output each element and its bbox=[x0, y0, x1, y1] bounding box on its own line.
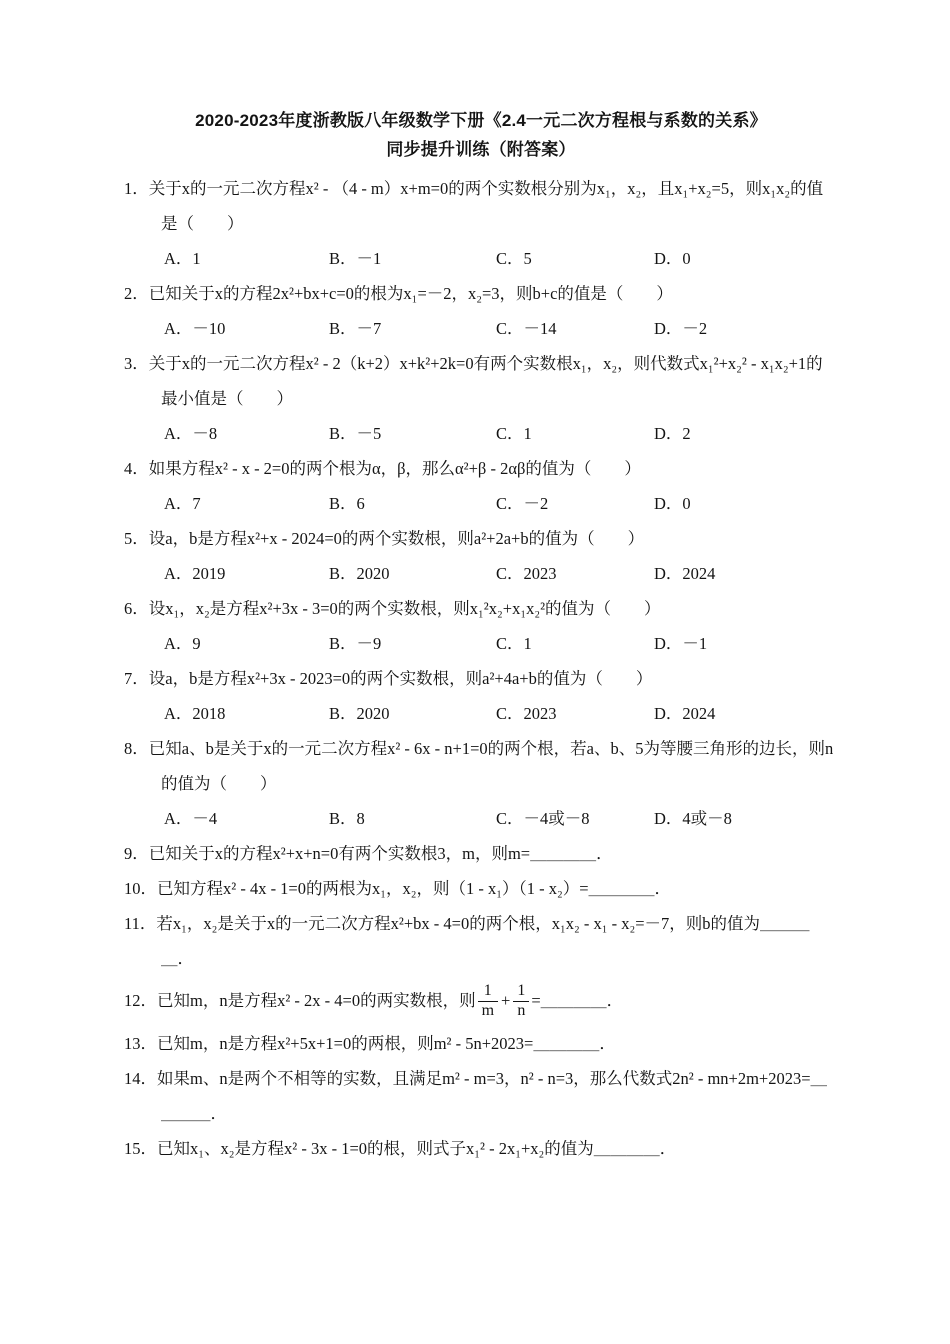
fraction-denominator: n bbox=[517, 1001, 526, 1019]
question-options bbox=[124, 486, 838, 521]
option-a: A．7 bbox=[164, 494, 201, 513]
option-b: B．2020 bbox=[329, 704, 390, 723]
question-body: 设a，b是方程x²+x - 2024=0的两个实数根，则a²+2a+b的值为（ ） bbox=[148, 529, 645, 548]
option-d: D．0 bbox=[654, 494, 691, 513]
question-text bbox=[124, 661, 838, 696]
question-text bbox=[124, 171, 838, 241]
option-b: B．－7 bbox=[329, 319, 382, 338]
option-d: D．－1 bbox=[654, 634, 708, 653]
option-b: B．6 bbox=[329, 494, 365, 513]
option-a: A．1 bbox=[164, 249, 201, 268]
question-text bbox=[124, 451, 838, 486]
option-a: A．2019 bbox=[164, 564, 226, 583]
option-b: B．－5 bbox=[329, 424, 382, 443]
option-c: C．－2 bbox=[496, 494, 549, 513]
question-options bbox=[124, 241, 838, 276]
question-text bbox=[124, 346, 838, 416]
question-body: 关于x的一元二次方程x² - （4 - m）x+m=0的两个实数根分别为x₁，x₂，且x₁+x₂=5，则x₁x₂的值是（ ） bbox=[148, 179, 824, 233]
question-number: 7． bbox=[124, 669, 149, 688]
question-text bbox=[124, 836, 838, 871]
option-d: D．2024 bbox=[654, 564, 716, 583]
plus-sign: + bbox=[501, 991, 511, 1010]
question-number: 15． bbox=[124, 1139, 157, 1158]
question-body: 设x₁，x₂是方程x²+3x - 3=0的两个实数根，则x₁²x₂+x₁x₂²的值为（ ） bbox=[148, 599, 661, 618]
question-5 bbox=[124, 521, 838, 591]
question-body-before-fraction: 已知m，n是方程x² - 2x - 4=0的两实数根，则 bbox=[157, 991, 476, 1010]
fraction-numerator: 1 bbox=[513, 983, 529, 1002]
question-number: 13． bbox=[124, 1034, 157, 1053]
fraction-denominator: m bbox=[481, 1001, 495, 1019]
question-text bbox=[124, 1061, 838, 1131]
option-a: A．－4 bbox=[164, 809, 218, 828]
option-c: C．2023 bbox=[496, 704, 557, 723]
question-options bbox=[124, 556, 838, 591]
option-b: B．8 bbox=[329, 809, 365, 828]
question-body-after-fraction: =＿＿＿＿． bbox=[531, 991, 624, 1010]
option-b: B．－1 bbox=[329, 249, 382, 268]
question-text bbox=[124, 1026, 838, 1061]
question-text bbox=[124, 731, 838, 801]
question-number: 5． bbox=[124, 529, 149, 548]
option-d: D．2024 bbox=[654, 704, 716, 723]
question-14 bbox=[124, 1061, 838, 1131]
question-options bbox=[124, 801, 838, 836]
question-number: 8． bbox=[124, 739, 149, 758]
option-a: A．－10 bbox=[164, 319, 226, 338]
question-number: 10． bbox=[124, 879, 157, 898]
option-b: B．2020 bbox=[329, 564, 390, 583]
fraction-one-over-m bbox=[478, 983, 498, 1020]
option-d: D．－2 bbox=[654, 319, 708, 338]
option-c: C．－14 bbox=[496, 319, 557, 338]
question-list bbox=[124, 171, 838, 1166]
question-12 bbox=[124, 976, 838, 1026]
question-options bbox=[124, 626, 838, 661]
question-options bbox=[124, 696, 838, 731]
option-c: C．2023 bbox=[496, 564, 557, 583]
question-2 bbox=[124, 276, 838, 346]
option-c: C．1 bbox=[496, 424, 532, 443]
question-text bbox=[124, 276, 838, 311]
question-body: 设a，b是方程x²+3x - 2023=0的两个实数根，则a²+4a+b的值为（ ） bbox=[148, 669, 653, 688]
question-body: 已知a、b是关于x的一元二次方程x² - 6x - n+1=0的两个根，若a、b、5为等腰三角形的边长，则n的值为（ ） bbox=[148, 739, 834, 793]
question-10 bbox=[124, 871, 838, 906]
question-body: 已知关于x的方程x²+x+n=0有两个实数根3，m，则m=＿＿＿＿． bbox=[148, 844, 613, 863]
fraction-one-over-n bbox=[513, 983, 529, 1020]
document-title-line-2: 同步提升训练（附答案） bbox=[386, 140, 576, 159]
question-1 bbox=[124, 171, 838, 276]
option-a: A．9 bbox=[164, 634, 201, 653]
question-number: 1． bbox=[124, 179, 149, 198]
question-11 bbox=[124, 906, 838, 976]
document-title-line-1: 2020-2023年度浙教版八年级数学下册《2.4一元二次方程根与系数的关系》 bbox=[195, 111, 767, 130]
question-options bbox=[124, 416, 838, 451]
question-number: 2． bbox=[124, 284, 149, 303]
question-4 bbox=[124, 451, 838, 521]
question-body: 已知方程x² - 4x - 1=0的两根为x₁，x₂，则（1 - x₁）（1 - x₂）=＿＿＿＿． bbox=[157, 879, 672, 898]
question-text bbox=[124, 871, 838, 906]
question-number: 11． bbox=[124, 914, 157, 933]
question-body: 已知m，n是方程x²+5x+1=0的两根，则m² - 5n+2023=＿＿＿＿． bbox=[157, 1034, 616, 1053]
question-number: 14． bbox=[124, 1069, 157, 1088]
question-number: 3． bbox=[124, 354, 149, 373]
option-c: C．－4或－8 bbox=[496, 809, 590, 828]
question-body: 关于x的一元二次方程x² - 2（k+2）x+k²+2k=0有两个实数根x₁，x₂，则代数式x₁²+x₂² - x₁x₂+1的最小值是（ ） bbox=[148, 354, 823, 408]
option-a: A．－8 bbox=[164, 424, 218, 443]
option-d: D．4或－8 bbox=[654, 809, 732, 828]
question-options bbox=[124, 311, 838, 346]
question-text bbox=[124, 591, 838, 626]
fraction-numerator: 1 bbox=[478, 983, 498, 1002]
question-body: 已知关于x的方程2x²+bx+c=0的根为x₁=－2，x₂=3，则b+c的值是（ ） bbox=[148, 284, 673, 303]
question-text bbox=[124, 1131, 838, 1166]
question-8 bbox=[124, 731, 838, 836]
option-d: D．0 bbox=[654, 249, 691, 268]
option-a: A．2018 bbox=[164, 704, 226, 723]
question-text bbox=[124, 906, 838, 976]
option-b: B．－9 bbox=[329, 634, 382, 653]
question-text bbox=[124, 976, 838, 1026]
question-body: 若x₁，x₂是关于x的一元二次方程x²+bx - 4=0的两个根，x₁x₂ - x₁ - x₂=－7，则b的值为＿＿＿＿． bbox=[156, 914, 810, 968]
option-c: C．5 bbox=[496, 249, 532, 268]
question-15 bbox=[124, 1131, 838, 1166]
question-13 bbox=[124, 1026, 838, 1061]
question-text bbox=[124, 521, 838, 556]
question-number: 6． bbox=[124, 599, 149, 618]
option-d: D．2 bbox=[654, 424, 691, 443]
question-number: 12． bbox=[124, 991, 157, 1010]
question-body: 已知x₁、x₂是方程x² - 3x - 1=0的根，则式子x₁² - 2x₁+x₂的值为＿＿＿＿． bbox=[157, 1139, 677, 1158]
question-7 bbox=[124, 661, 838, 731]
question-number: 9． bbox=[124, 844, 149, 863]
question-body: 如果方程x² - x - 2=0的两个根为α，β，那么α²+β - 2αβ的值为（ ） bbox=[148, 459, 641, 478]
question-3 bbox=[124, 346, 838, 451]
question-body: 如果m、n是两个不相等的实数，且满足m² - m=3，n² - n=3，那么代数式2n² - mn+2m+2023=＿＿＿＿． bbox=[157, 1069, 828, 1123]
option-c: C．1 bbox=[496, 634, 532, 653]
question-6 bbox=[124, 591, 838, 661]
question-number: 4． bbox=[124, 459, 149, 478]
question-9 bbox=[124, 836, 838, 871]
